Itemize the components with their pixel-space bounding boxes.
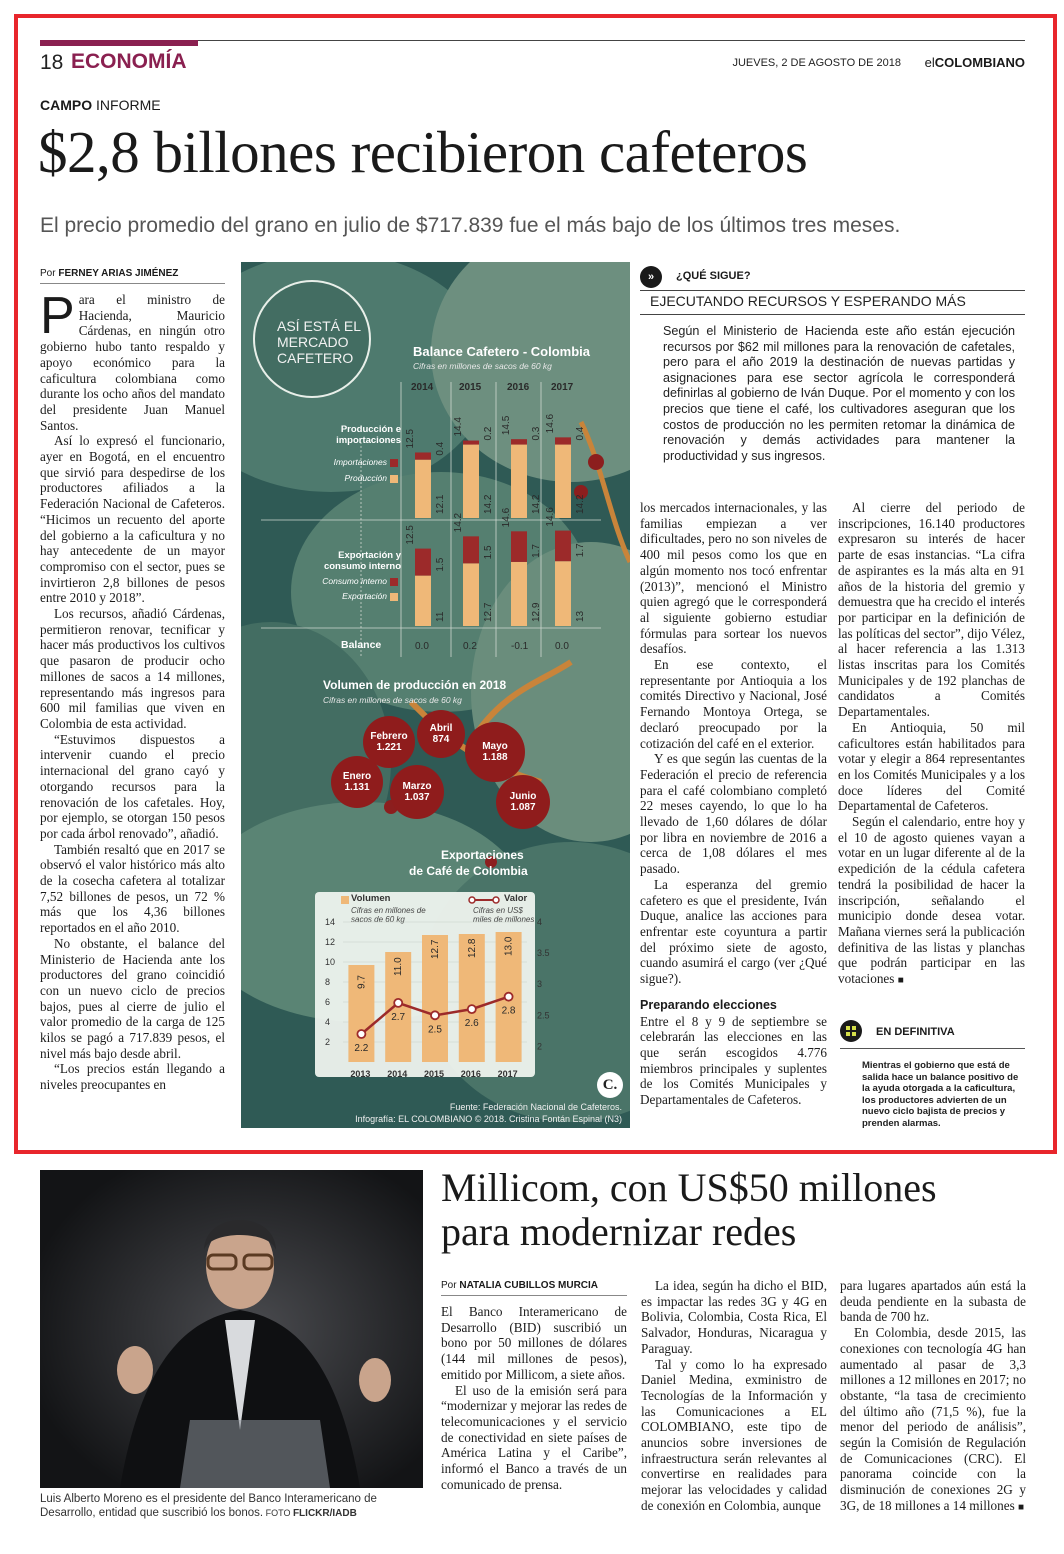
production-label: Producción e importaciones — [336, 424, 401, 446]
article2-column-2 — [641, 1278, 827, 1526]
production-bar — [463, 445, 479, 518]
bar-segment-label: 14.2 — [483, 494, 494, 514]
consumo-bar — [463, 536, 479, 563]
infographic — [241, 262, 630, 1128]
legend-imports-swatch — [390, 459, 398, 467]
balance-subtitle: Cifras en millones de sacos de 60 kg — [413, 361, 552, 371]
paragraph: Así lo expresó el funcionario, ayer en Bogotá, en el encuentro que sirvió para despedirse de los productores afiliados a la Federación Nacional de Cafeteros. “Hicimos un recuento del aporte del gobierno a la caficultura y no hay antecedente de un mayor compromiso con el sector, pues se invirtieron 2,8 billones de pesos entre 2010 y 2018”. — [40, 433, 225, 606]
bar-segment-label: 1.5 — [483, 545, 494, 560]
photo-caption: Luis Alberto Moreno es el presidente del Banco Interamericano de Desarrollo, entidad que suscribió los bonos. FOTO FLICKR/IADB — [40, 1493, 377, 1519]
bar-segment-label: 11 — [435, 611, 446, 622]
export-bars — [405, 507, 586, 626]
volume-title: Volumen de producción en 2018 — [323, 678, 507, 692]
legend-exportacion-swatch — [390, 593, 398, 601]
bar-segment-label: 0.2 — [483, 426, 494, 441]
cherry-value: 1.221 — [376, 742, 402, 753]
value-point-label: 2.8 — [501, 1005, 516, 1017]
end-mark: ■ — [1018, 1501, 1025, 1513]
article2-byline: Por NATALIA CUBILLOS MURCIA — [441, 1280, 599, 1291]
cherry-febrero — [363, 716, 415, 768]
right-axis-tick: 2.5 — [537, 1010, 550, 1021]
export-bar — [463, 563, 479, 626]
paragraph: “Estuvimos dispuestos a intervenir cuando el precio internacional del grano cayó y otorgando recursos para la renovación de los cafetales. Hoy, por ejemplo, se otorgan 150 pesos por cada árbol renovado”, añadió. — [40, 731, 225, 841]
balance-values — [415, 641, 569, 652]
legend-production-swatch — [390, 475, 398, 483]
value-point — [394, 999, 402, 1007]
bar-segment-label: 14.2 — [575, 494, 586, 514]
imports-bar — [463, 441, 479, 445]
volume-bar-label: 13.0 — [503, 936, 515, 956]
bar-total-label: 14.6 — [501, 507, 512, 528]
cherry-value: 1.131 — [344, 782, 370, 793]
bar-segment-label: 0.4 — [435, 441, 446, 456]
balance-title: Balance Cafetero - Colombia — [413, 344, 590, 359]
volume-bar-label: 9.7 — [356, 975, 368, 989]
legend-volume-swatch — [341, 896, 349, 904]
bar-segment-label: 12.9 — [531, 602, 542, 622]
bar-total-label: 14.4 — [453, 417, 464, 437]
export-label: Exportación y consumo interno — [323, 550, 401, 572]
paragraph: En Antioquia, 50 mil caficultores están habilitados para votar y elegir a 864 representantes en los Comités Municipales y a los doce líderes del Comité Departamental de Cafeteros. — [838, 719, 1025, 814]
article2-column-1 — [441, 1304, 627, 1524]
en-definitiva-label: EN DEFINITIVA — [876, 1026, 955, 1038]
headline: $2,8 billones recibieron cafeteros — [38, 119, 808, 185]
infographic-credit: Infografía: EL COLOMBIANO © 2018. Cristina Fontán Espinal (N3) — [355, 1114, 622, 1124]
consumo-bar — [415, 549, 431, 576]
bar-segment-label: 13 — [575, 610, 586, 622]
paragraph: Y es que según las cuentas de la Federación el precio de referencia para el café colombiano completó 22 meses cayendo, lo que lo ha llevado de 1,60 dólares de dólar por libra en noviembre de 2016 a cerca de 1,08 dólares el mes pasado. — [640, 751, 827, 877]
bar-total-label: 14.5 — [501, 415, 512, 436]
bar-total-label: 12.5 — [405, 525, 416, 545]
paragraph: La idea, según ha dicho el BID, es impactar las redes 3G y 4G en Bolivia, Colombia, Costa Rica, El Salvador, Honduras, Nicaragua y Paraguay. — [641, 1278, 827, 1356]
bar-segment-label: 1.5 — [435, 557, 446, 572]
balance-label: Balance — [341, 639, 382, 651]
value-point-label: 2.5 — [428, 1024, 442, 1036]
x-axis-year: 2013 — [350, 1069, 371, 1079]
production-bars — [405, 413, 586, 518]
x-axis-year: 2014 — [387, 1069, 408, 1079]
article-column-1 — [40, 292, 225, 1130]
article2-column-3 — [840, 1278, 1026, 1526]
section-name[interactable]: ECONOMÍA — [71, 50, 187, 73]
que-sigue-title: EJECUTANDO RECURSOS Y ESPERANDO MÁS — [650, 293, 966, 309]
bar-total-label: 14.6 — [545, 413, 556, 434]
legend-imports: Importaciones — [333, 457, 387, 467]
que-sigue-box — [640, 266, 1025, 481]
cherry-abril — [417, 710, 465, 758]
value-point — [357, 1030, 365, 1038]
bar-segment-label: 0.4 — [575, 426, 586, 441]
bar-total-label: 14.6 — [545, 507, 556, 527]
export-bar — [555, 561, 571, 626]
cherry-value: 1.087 — [510, 802, 536, 813]
section-subhead: Preparando elecciones — [640, 997, 777, 1012]
page-header — [40, 50, 1025, 76]
cherry-month: Abril — [429, 723, 453, 734]
cherry-marzo — [390, 765, 444, 819]
export-bar — [415, 576, 431, 626]
legend-value: Valor — [504, 893, 528, 904]
left-axis-tick: 12 — [325, 937, 336, 947]
cherry-month: Junio — [509, 791, 537, 802]
legend-value-marker — [467, 895, 501, 905]
imports-bar — [555, 437, 571, 444]
paragraph: Los recursos, añadió Cárdenas, permitieron renovar, tecnificar y hacer más productivos los cultivos que pasaron de producir ocho millones de sacos a 14 millones, representando más ingresos para 600 mil familias que viven en Colombia de esta actividad. — [40, 606, 225, 731]
left-axis-tick: 14 — [325, 917, 336, 927]
production-bar — [555, 445, 571, 518]
right-axis-tick: 3.5 — [537, 948, 550, 959]
article-column-4 — [838, 500, 1025, 1000]
bar-segment-label: 1.7 — [575, 543, 586, 558]
paragraph: La esperanza del gremio cafetero es que el presidente, Iván Duque, analice las acciones para enfrentar este coyuntura a partir del próximo siete de agosto, cuando asumirá el cargo (ver ¿Qué sigue?). — [640, 876, 827, 987]
cherry-value: 1.037 — [404, 792, 430, 803]
consumo-bar — [511, 531, 527, 562]
balance-year-label: 2015 — [459, 382, 482, 393]
balance-year-label: 2014 — [411, 382, 434, 393]
balance-value: 0.2 — [463, 641, 477, 652]
que-sigue-icon: » — [640, 266, 662, 288]
que-sigue-rule-2 — [640, 314, 1025, 315]
lead-paragraph: Para el ministro de Hacienda, Mauricio Cárdenas, en ningún otro gobierno hubo tanto respaldo y apoyo económico para la caficultura colombiana como durante los ocho años del mandato del presidente Juan Manuel Santos. — [40, 292, 225, 433]
value-point — [431, 1011, 439, 1019]
masthead-brand: elCOLOMBIANO — [924, 55, 1025, 70]
speaker-photo — [40, 1170, 423, 1488]
article2-headline-line-1: Millicom, con US$50 millones — [441, 1165, 937, 1210]
kicker: CAMPO INFORME — [40, 97, 161, 113]
paragraph: Tal y como lo ha expresado Daniel Medina, exministro de Tecnologías de la Información y las Comunicaciones a EL COLOMBIANO, este tipo de anuncios sobre inversiones de infraestructura serán relevantes al convertirse en realidades para mejorar las velocidades y calidad de conexión en Colombia, aunque — [641, 1356, 827, 1513]
balance-year-label: 2016 — [507, 382, 530, 393]
production-bar — [415, 460, 431, 518]
article2-headline-line-2: para modernizar redes — [441, 1209, 797, 1254]
que-sigue-label: ¿QUÉ SIGUE? — [676, 270, 751, 282]
paragraph: El Banco Interamericano de Desarrollo (BID) suscribió un bono por 50 millones de dólares (144 mil millones de pesos), emitido por Millicom, a siete años. — [441, 1304, 627, 1382]
export-bar — [511, 562, 527, 626]
paragraph: los mercados internacionales, y las familias empiezan a ver dificultades, pero no son niveles de 400 mil pesos como los que en algún momento nos tocó enfrentar (2013)”, mencionó el Ministro quien agregó que le corresponderá al siguiente gobierno estudiar fórmulas para sortear los nuevos desafíos. — [640, 500, 827, 657]
left-axis-tick: 2 — [325, 1037, 331, 1047]
paragraph: También resaltó que en 2017 se observó el valor histórico más alto de la cosecha cafetera al totalizar 7,52 billones de pesos, un 72 % más que los 4,36 billones reportados en el año 2010. — [40, 841, 225, 936]
x-axis-year: 2017 — [497, 1069, 518, 1079]
byline-rule — [40, 283, 225, 284]
cherry-value: 874 — [432, 734, 450, 745]
que-sigue-body: Según el Ministerio de Hacienda este año están ejecución recursos por $62 mil millones para la renovación de cafetales, pero para el año 2019 la destinación de nuevas partidas y asignaciones para ese sector agrícola le corresponderá definirlas al gobierno de Iván Duque. Por el momento y con los precios que tiene el café, los cultivadores aseguran que los costos de producción no les permiten retomar la dinámica de renovación y demás actividades para mantener la productividad y sus ingresos. — [663, 324, 1015, 463]
paragraph: “Los precios están llegando a niveles preocupantes en — [40, 1061, 225, 1093]
volume-subtitle: Cifras en millones de sacos de 60 kg — [323, 695, 462, 705]
production-bar — [511, 445, 527, 518]
issue-date: JUEVES, 2 DE AGOSTO DE 2018 — [732, 57, 901, 69]
subheadline: El precio promedio del grano en julio de $717.839 fue el más bajo de los últimos tres meses. — [40, 214, 901, 237]
paragraph: para lugares apartados aún está la deuda pendiente en la subasta de banda de 700 hz. — [840, 1278, 1026, 1325]
x-axis-year: 2015 — [424, 1069, 445, 1079]
cherry-mayo — [465, 722, 525, 782]
balance-value: 0.0 — [555, 641, 569, 652]
legend-consumo: Consumo interno — [322, 576, 387, 586]
paragraph: En ese contexto, el representante por Antioquia a los comités Directivo y Nacional, José Fernando Montoya Ortega, se declaró preocupado por la cotización del café en el exterior. — [640, 657, 827, 751]
en-definitiva-body: Mientras el gobierno que está de salida hace un balance positivo de la ayuda otorgada a la caficultura, los productores advierten de un nuevo ciclo bajista de precios y prenden alarmas. — [862, 1060, 1019, 1129]
cherry-month: Enero — [342, 771, 372, 782]
value-point-label: 2.7 — [391, 1011, 406, 1023]
legend-volume: Volumen — [351, 893, 391, 904]
cherry-junio — [496, 775, 550, 829]
right-axis-tick: 4 — [537, 917, 543, 927]
right-axis-tick: 3 — [537, 979, 543, 990]
article-column-3 — [640, 500, 827, 1132]
volume-bar-label: 12.8 — [466, 938, 478, 958]
balance-value: 0.0 — [415, 641, 429, 652]
x-axis-year: 2016 — [460, 1069, 481, 1079]
balance-value: -0.1 — [511, 641, 529, 652]
legend-volume-sub: Cifras en millones de sacos de 60 kg — [351, 906, 426, 924]
bar-segment-label: 1.7 — [531, 544, 542, 558]
cherry-month: Febrero — [370, 731, 408, 742]
bar-segment-label: 12.7 — [483, 602, 494, 622]
left-axis-tick: 10 — [325, 957, 336, 967]
drop-cap: P — [40, 292, 75, 345]
paragraph: Según el calendario, entre hoy y el 10 de agosto quienes vayan a votar en un lugar diferente al de la expedición de la cédula cafetera tendrá la posibilidad de hacer la inscripción, señalando el municipio donde desea votar. Mañana viernes será la publicación definitiva de las listas y planchas que podrán participar en las votaciones ■ — [838, 814, 1025, 987]
value-point — [468, 1005, 476, 1013]
article2-photo — [40, 1170, 423, 1488]
bar-segment-label: 14.2 — [531, 494, 542, 514]
article2-byline-rule — [441, 1295, 627, 1296]
bar-total-label: 14.2 — [453, 512, 464, 533]
en-definitiva-rule — [840, 1048, 1025, 1049]
bar-segment-label: 0.3 — [531, 426, 542, 441]
left-axis-tick: 8 — [325, 977, 331, 987]
cherry-month: Marzo — [402, 781, 432, 792]
paragraph: Al cierre del periodo de inscripciones, 16.140 productores expresaron su interés de hacer parte de esas instancias. “La cifra de aspirantes es la más alta en 91 años de la historia del gremio y demuestra que ha crecido el interés por participar en la definición de las políticas del sector”, dijo Vélez, al hacer referencia a las 1.313 listas inscritas para los Comités Municipales y de 192 planchas de candidatos a Comités Departamentales. — [838, 500, 1025, 720]
consumo-bar — [555, 531, 571, 562]
volume-bar-label: 11.0 — [393, 957, 405, 976]
en-definitiva-icon — [840, 1020, 862, 1042]
byline: Por FERNEY ARIAS JIMÉNEZ — [40, 268, 179, 279]
exports-title-line-1: Exportaciones — [441, 848, 524, 862]
legend-value-sub: Cifras en US$ miles de millones — [473, 906, 535, 924]
left-axis-tick: 4 — [325, 1017, 331, 1027]
exports-title-line-2: de Café de Colombia — [409, 864, 528, 878]
paragraph: El uso de la emisión será para “modernizar y mejorar las redes de telecomunicaciones y el servicio de conectividad en siete países de América Latina y el Caribe”, informó el Banco a través de un comunicado de prensa. — [441, 1382, 627, 1492]
balance-year-label: 2017 — [551, 382, 574, 393]
left-axis-tick: 6 — [325, 997, 331, 1007]
paragraph: Entre el 8 y 9 de septiembre se celebrarán las elecciones en las que serán escogidos 4.776 miembros principales y suplentes de los Comités Municipales y Departamentales de Cafeteros. — [640, 1013, 827, 1108]
en-definitiva-box — [840, 1020, 1025, 1132]
end-mark: ■ — [897, 975, 904, 987]
value-point — [505, 993, 513, 1001]
imports-bar — [511, 439, 527, 444]
right-axis-tick: 2 — [537, 1041, 543, 1052]
imports-bar — [415, 452, 431, 459]
infographic-source: Fuente: Federación Nacional de Cafeteros. — [449, 1102, 622, 1112]
balance-year-labels — [411, 382, 574, 393]
bar-segment-label: 12.1 — [435, 494, 446, 514]
legend-production: Producción — [344, 473, 387, 483]
value-point-label: 2.6 — [464, 1018, 479, 1030]
cherry-month: Mayo — [482, 741, 508, 752]
paragraph: No obstante, el balance del Ministerio de Hacienda ante los productores del grano coincidió con un nuevo ciclo de precios bajos, pues al cierre de julio el valor promedio de la carga de 125 kilos se pagó a 717.839 pesos, el nivel más bajo desde abril. — [40, 935, 225, 1061]
section-accent-bar — [40, 40, 198, 46]
que-sigue-rule — [640, 290, 1025, 291]
infographic-logo: C. — [597, 1072, 623, 1098]
bar-total-label: 12.5 — [405, 429, 416, 449]
paragraph: En Colombia, desde 2015, las conexiones con tecnología 4G han aumentado al pasar de 3,3 millones a 12 millones en 2017; no obstante, “la tasa de crecimiento del último año (71,5 %), fue la menor del periodo de análisis”, según la Comisión de Regulación de Comunicaciones (CRC). El panorama coincide con la disminución de conexiones 2G y 3G, de 18 millones a 14 millones ■ — [840, 1325, 1026, 1513]
volume-bar-label: 12.7 — [430, 939, 441, 959]
cherry-value: 1.188 — [482, 752, 508, 763]
legend-consumo-swatch — [390, 578, 398, 586]
infographic-badge-text: ASÍ ESTÁ EL MERCADO CAFETERO — [277, 318, 361, 366]
exports-chart — [241, 912, 630, 1092]
legend-exportacion: Exportación — [342, 591, 387, 601]
value-point-label: 2.2 — [354, 1043, 369, 1054]
page-number: 18 — [40, 51, 64, 74]
